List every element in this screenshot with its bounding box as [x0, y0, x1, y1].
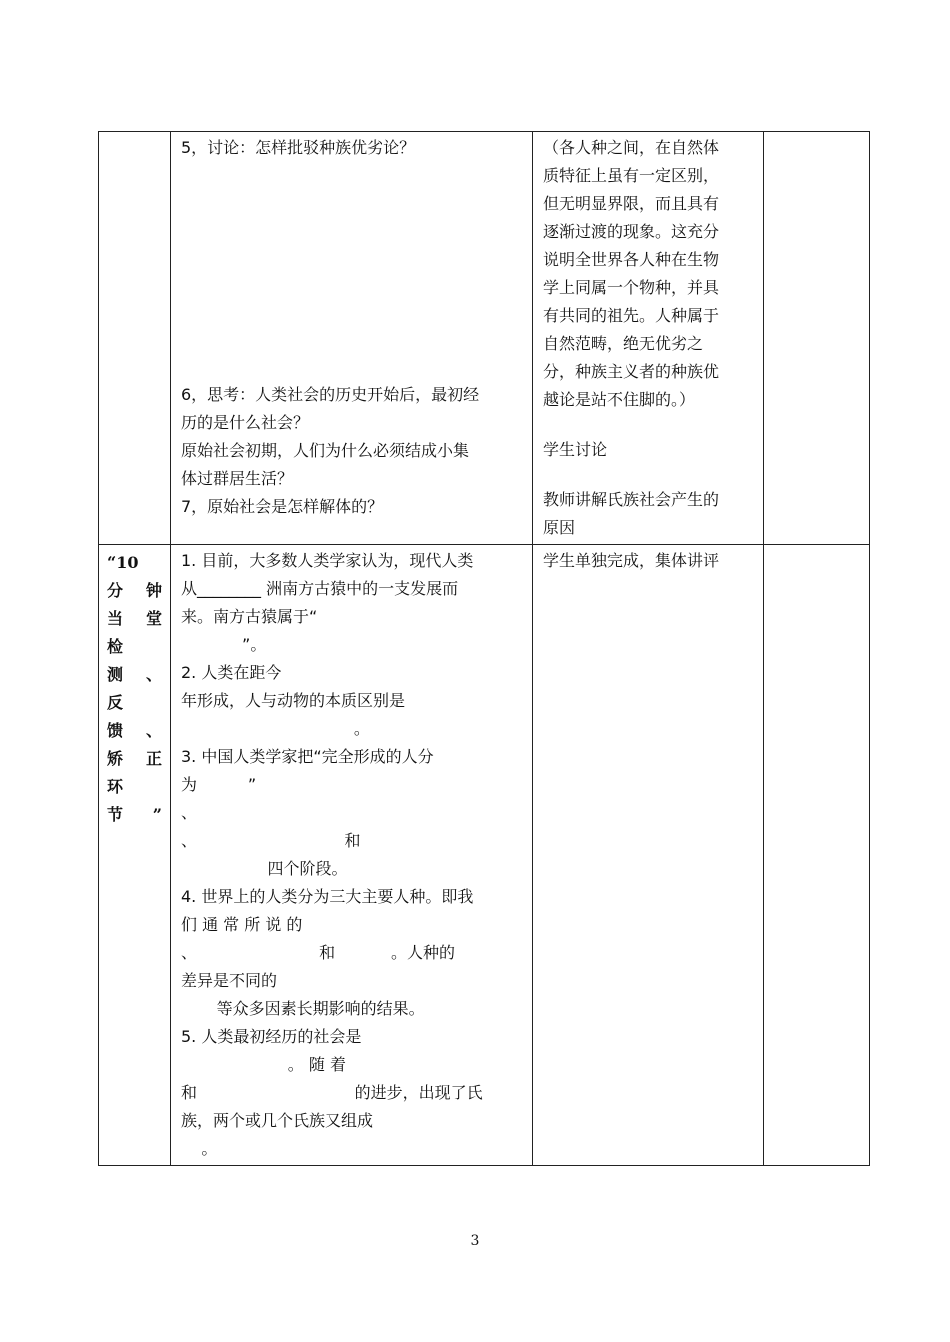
quiz-line: ”。	[181, 635, 267, 654]
question-5: 5，讨论：怎样批驳种族优劣论？	[181, 138, 416, 157]
stage-title-line: “10	[107, 553, 139, 572]
explanation-line: 但无明显界限，而且具有	[543, 194, 720, 213]
quiz-line: 。	[181, 1139, 218, 1158]
quiz-line: 为 ”	[181, 775, 257, 794]
notes-cell-empty	[764, 545, 870, 1166]
quiz-line: 、 和 。人种的	[181, 943, 456, 962]
quiz-line: 、	[181, 803, 198, 822]
explanation-line: 学上同属一个物种，并具	[543, 278, 720, 297]
quiz-line: 从________ 洲南方古猿中的一支发展而	[181, 579, 459, 598]
method-cell	[533, 545, 764, 1166]
method-text: 学生单独完成，集体讲评	[543, 551, 720, 570]
quiz-line: 来。南方古猿属于“	[181, 607, 318, 626]
quiz-line: 、 和	[181, 831, 361, 850]
explanation-line: （各人种之间，在自然体	[543, 138, 720, 157]
spacer	[543, 414, 753, 436]
explanation-cell	[533, 132, 764, 545]
stage-title-line: 分 钟	[107, 581, 162, 600]
quiz-line: 族，两个或几个氏族又组成	[181, 1111, 374, 1130]
question-6b-line1: 原始社会初期，人们为什么必须结成小集	[181, 441, 470, 460]
stage-title-line: 节”	[107, 805, 162, 824]
quiz-line: 差异是不同的	[181, 971, 278, 990]
quiz-line: 四个阶段。	[181, 859, 348, 878]
explanation-line: 质特征上虽有一定区别，	[543, 166, 720, 185]
notes-cell-empty	[764, 132, 870, 545]
question-6b-line2: 体过群居生活？	[181, 469, 294, 488]
quiz-line: 们 通 常 所 说 的	[181, 915, 303, 934]
stage-title-line: 馈 、	[107, 721, 162, 740]
quiz-line: 和 的进步，出现了氏	[181, 1083, 483, 1102]
stage-title-line: 当 堂	[107, 609, 162, 628]
lesson-plan-table	[98, 131, 870, 1166]
stage-title-line: 测 、	[107, 665, 162, 684]
spacer	[543, 464, 753, 486]
stage-cell-empty	[99, 132, 171, 545]
quiz-line: 年形成，人与动物的本质区别是	[181, 691, 406, 710]
table-row	[99, 132, 870, 545]
question-7: 7，原始社会是怎样解体的？	[181, 497, 384, 516]
quiz-line: 。	[181, 719, 370, 738]
explanation-line: 越论是站不住脚的。）	[543, 390, 696, 409]
page-number: 3	[470, 1233, 480, 1249]
explanation-line: 分，种族主义者的种族优	[543, 362, 720, 381]
quiz-line: 。 随 着	[181, 1055, 346, 1074]
explanation-line: 自然范畴，绝无优劣之	[543, 334, 704, 353]
quiz-line: 2. 人类在距今	[181, 663, 282, 682]
stage-title-line: 环	[107, 777, 124, 796]
quiz-line: 等众多因素长期影响的结果。	[181, 999, 425, 1018]
stage-title-line: 矫 正	[107, 749, 162, 768]
stage-title-cell	[99, 545, 171, 1166]
explanation-line: 逐渐过渡的现象。这充分	[543, 222, 720, 241]
explanation-line: 有共同的祖先。人种属于	[543, 306, 720, 325]
stage-title-line: 检	[107, 637, 124, 656]
question-6-line1: 6，思考：人类社会的历史开始后，最初经	[181, 385, 480, 404]
quiz-line: 3. 中国人类学家把“完全形成的人分	[181, 747, 434, 766]
stage-title-line: 反	[107, 693, 124, 712]
question-6-line2: 历的是什么社会？	[181, 413, 310, 432]
spacer	[181, 162, 522, 381]
quiz-cell	[171, 545, 533, 1166]
teacher-explanation: 教师讲解氏族社会产生的	[543, 490, 720, 509]
teacher-explanation: 原因	[543, 518, 576, 537]
table-row	[99, 545, 870, 1166]
explanation-line: 说明全世界各人种在生物	[543, 250, 720, 269]
quiz-line: 5. 人类最初经历的社会是	[181, 1027, 362, 1046]
activity-cell	[171, 132, 533, 545]
quiz-line: 1. 目前，大多数人类学家认为，现代人类	[181, 551, 474, 570]
student-discussion: 学生讨论	[543, 440, 608, 459]
quiz-line: 4. 世界上的人类分为三大主要人种。即我	[181, 887, 474, 906]
